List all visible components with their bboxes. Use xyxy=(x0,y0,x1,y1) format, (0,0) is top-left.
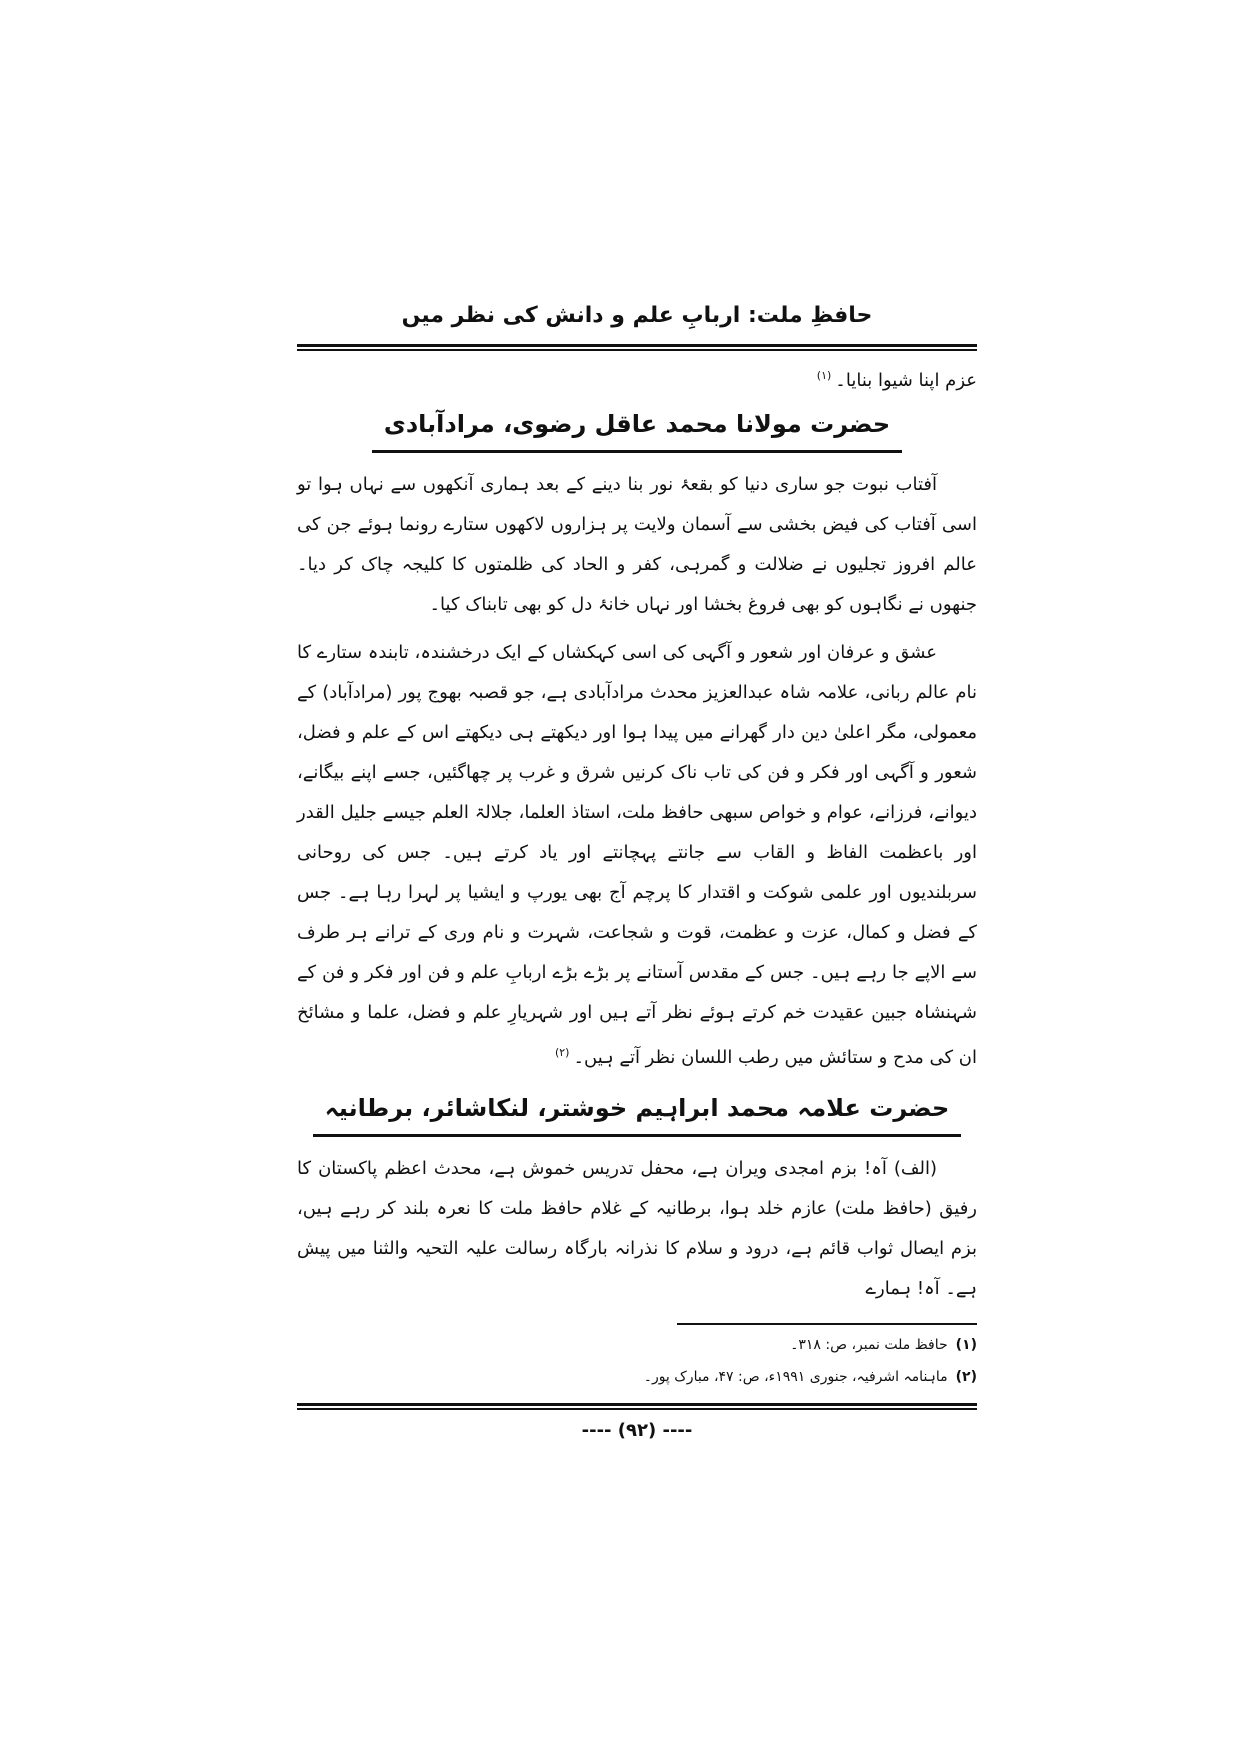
footnotes xyxy=(297,1329,977,1393)
footnote-separator xyxy=(677,1323,977,1325)
paragraph-text: (الف) آہ! بزم امجدی ویران ہے، محفل تدریس خموش ہے، محدث اعظم پاکستان کا رفیق (حافظ ملت) عازم خلد ہوا، برطانیہ کے غلام حافظ ملت کا نعرہ بلند کر رہے ہیں، بزم ایصال ثواب قائم ہے، درود و سلام کا نذرانہ بارگاہ رسالت علیہ التحیہ والثنا میں پیش ہے۔ آہ! ہمارے xyxy=(297,1158,977,1299)
continuation-line xyxy=(297,361,977,396)
footnote-text: ماہنامہ اشرفیہ، جنوری ۱۹۹۱ء، ص: ۴۷، مبارک پور۔ xyxy=(643,1369,948,1385)
paragraph xyxy=(297,465,977,625)
continuation-text: عزم اپنا شیوا بنایا۔ xyxy=(835,370,977,391)
rule-thin xyxy=(297,1408,977,1410)
footnote-ref: (۱) xyxy=(816,369,832,382)
footer-rule-wrap xyxy=(297,1403,977,1410)
page-number: ---- (۹۲) ---- xyxy=(581,1420,693,1441)
footnote-ref: (۲) xyxy=(554,1046,570,1059)
rule-thin xyxy=(297,349,977,351)
section-heading-text: حضرت علامہ محمد ابراہیم خوشتر، لنکاشائر، برطانیہ xyxy=(313,1086,962,1137)
header-double-rule xyxy=(297,344,977,351)
section-heading xyxy=(297,402,977,453)
paragraph xyxy=(297,633,977,1078)
footnote-marker: (۱) xyxy=(955,1337,977,1353)
book-page xyxy=(297,0,977,1506)
rule-thick xyxy=(297,1403,977,1406)
paragraph-text: آفتاب نبوت جو ساری دنیا کو بقعۂ نور بنا دینے کے بعد ہماری آنکھوں سے نہاں ہوا تو اسی آفتاب کی فیض بخشی سے آسمان ولایت پر ہزاروں لاکھوں ستارے رونما ہوئے جن کی عالم افروز تجلیوں نے ضلالت و گمرہی، کفر و الحاد کی ظلمتوں کا کلیجہ چاک کر دیا۔ جنھوں نے نگاہوں کو بھی فروغ بخشا اور نہاں خانۂ دل کو بھی تابناک کیا۔ xyxy=(297,474,977,615)
rule-thick xyxy=(297,344,977,347)
footnote-text: حافظ ملت نمبر، ص: ۳۱۸۔ xyxy=(790,1337,948,1353)
footnote-marker: (۲) xyxy=(955,1369,977,1385)
section-heading xyxy=(297,1086,977,1137)
section-heading-text: حضرت مولانا محمد عاقل رضوی، مرادآبادی xyxy=(372,402,902,453)
footnote xyxy=(297,1329,977,1361)
footer-double-rule xyxy=(297,1403,977,1410)
paragraph-text: عشق و عرفان اور شعور و آگہی کی اسی کہکشاں کے ایک درخشندہ، تابندہ ستارے کا نام عالم ربانی، علامہ شاہ عبدالعزیز محدث مرادآبادی ہے، جو قصبہ بھوج پور (مرادآباد) کے معمولی، مگر اعلیٰ دین دار گھرانے میں پیدا ہوا اور دیکھتے ہی دیکھتے اس کے علم و فضل، شعور و آگہی اور فکر و فن کی تاب ناک کرنیں شرق و غرب پر چھاگئیں، جسے اپنے بیگانے، دیوانے، فرزانے، عوام و خواص سبھی حافظ ملت، استاذ العلما، جلالۃ العلم جیسے جلیل القدر اور باعظمت الفاظ و القاب سے جانتے پہچانتے اور یاد کرتے ہیں۔ جس کی روحانی سربلندیوں اور علمی شوکت و اقتدار کا پرچم آج بھی یورپ و ایشیا پر لہرا رہا ہے۔ جس کے فضل و کمال، عزت و عظمت، قوت و شجاعت، شہرت و نام وری کے ترانے ہر طرف سے الاپے جا رہے ہیں۔ جس کے مقدس آستانے پر بڑے بڑے اربابِ علم و فن اور فکر و فن کے شہنشاہ جبین عقیدت خم کرتے ہوئے نظر آتے ہیں اور شہریارِ علم و فضل، علما و مشائخ ان کی مدح و ستائش میں رطب اللسان نظر آتے ہیں۔ xyxy=(297,642,977,1068)
footnote xyxy=(297,1361,977,1393)
running-head: حافظِ ملت: اربابِ علم و دانش کی نظر میں xyxy=(401,303,873,328)
footnote-block xyxy=(297,1323,977,1393)
paragraph xyxy=(297,1149,977,1309)
